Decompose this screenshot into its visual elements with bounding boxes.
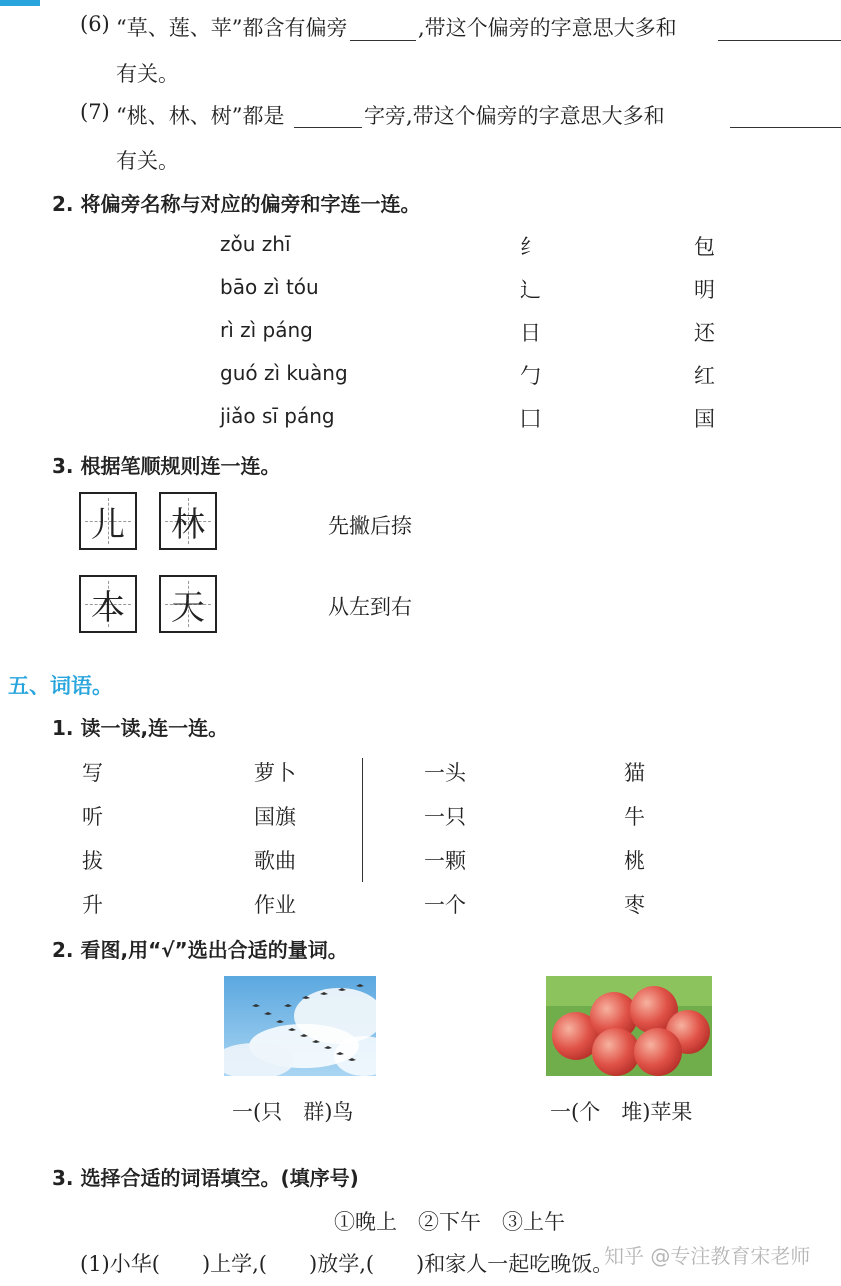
- q6-continuation: 有关。: [116, 62, 179, 86]
- radical-item[interactable]: 纟: [520, 235, 541, 259]
- q7-blank-2[interactable]: [730, 127, 841, 128]
- section-five-heading: 五、词语。: [8, 674, 113, 698]
- radical-item[interactable]: 勹: [520, 364, 541, 388]
- q7-continuation: 有关。: [116, 149, 179, 173]
- word-matching-title: 1. 读一读,连一连。: [52, 716, 229, 740]
- radical-item[interactable]: 日: [520, 321, 541, 345]
- character-item[interactable]: 还: [694, 321, 715, 345]
- section-color-bar: [0, 0, 40, 6]
- column-divider: [362, 758, 363, 882]
- object-item[interactable]: 牛: [624, 805, 645, 829]
- noun-item[interactable]: 国旗: [254, 805, 296, 829]
- object-item[interactable]: 猫: [624, 761, 645, 785]
- birds-caption[interactable]: 一(只 群)鸟: [232, 1100, 354, 1124]
- q6-blank-2[interactable]: [718, 40, 841, 41]
- fill-blank-question-1[interactable]: (1)小华( )上学,( )放学,( )和家人一起吃晚饭。: [80, 1252, 614, 1276]
- verb-item[interactable]: 听: [82, 805, 103, 829]
- stroke-order-title: 3. 根据笔顺规则连一连。: [52, 454, 281, 478]
- pinyin-item[interactable]: bāo zì tóu: [220, 275, 319, 299]
- measure-word-item[interactable]: 一头: [424, 761, 466, 785]
- apples-caption[interactable]: 一(个 堆)苹果: [550, 1100, 693, 1124]
- noun-item[interactable]: 歌曲: [254, 849, 296, 873]
- radical-matching-title: 2. 将偏旁名称与对应的偏旁和字连一连。: [52, 192, 421, 216]
- noun-item[interactable]: 作业: [254, 893, 296, 917]
- character-item[interactable]: 国: [694, 407, 715, 431]
- character-grid-box[interactable]: 天: [159, 575, 217, 633]
- measure-word-item[interactable]: 一只: [424, 805, 466, 829]
- q7-number: (7): [80, 100, 110, 124]
- noun-item[interactable]: 萝卜: [254, 761, 296, 785]
- character-grid-box[interactable]: 儿: [79, 492, 137, 550]
- pinyin-item[interactable]: rì zì páng: [220, 318, 313, 342]
- radical-item[interactable]: 辶: [520, 278, 541, 302]
- apples-image: [546, 976, 712, 1076]
- verb-item[interactable]: 写: [82, 761, 103, 785]
- q6-text-part2: ,带这个偏旁的字意思大多和: [418, 16, 677, 40]
- object-item[interactable]: 枣: [624, 893, 645, 917]
- character-item[interactable]: 红: [694, 364, 715, 388]
- character-grid-box[interactable]: 本: [79, 575, 137, 633]
- measure-word-item[interactable]: 一颗: [424, 849, 466, 873]
- measure-word-picture-title: 2. 看图,用“√”选出合适的量词。: [52, 938, 348, 962]
- radical-item[interactable]: 囗: [520, 407, 541, 431]
- verb-item[interactable]: 拔: [82, 849, 103, 873]
- character-item[interactable]: 包: [694, 235, 715, 259]
- watermark-text: 知乎 @专注教育宋老师: [604, 1244, 811, 1268]
- q7-text-part1: “桃、林、树”都是: [116, 104, 285, 128]
- pinyin-item[interactable]: jiǎo sī páng: [220, 404, 335, 428]
- stroke-rule-item[interactable]: 从左到右: [328, 595, 412, 619]
- q6-text-part1: “草、莲、苹”都含有偏旁: [116, 16, 348, 40]
- fill-blank-title: 3. 选择合适的词语填空。(填序号): [52, 1166, 359, 1190]
- birds-sky-image: [224, 976, 376, 1076]
- q6-number: (6): [80, 12, 110, 36]
- q7-blank-1[interactable]: [294, 127, 362, 128]
- object-item[interactable]: 桃: [624, 849, 645, 873]
- q7-text-part2: 字旁,带这个偏旁的字意思大多和: [364, 104, 665, 128]
- character-item[interactable]: 明: [694, 278, 715, 302]
- pinyin-item[interactable]: zǒu zhī: [220, 232, 291, 256]
- pinyin-item[interactable]: guó zì kuàng: [220, 361, 348, 385]
- stroke-rule-item[interactable]: 先撇后捺: [328, 514, 412, 538]
- measure-word-item[interactable]: 一个: [424, 893, 466, 917]
- q6-blank-1[interactable]: [350, 40, 416, 41]
- word-options: ①晚上 ②下午 ③上午: [334, 1210, 565, 1234]
- character-grid-box[interactable]: 林: [159, 492, 217, 550]
- verb-item[interactable]: 升: [82, 893, 103, 917]
